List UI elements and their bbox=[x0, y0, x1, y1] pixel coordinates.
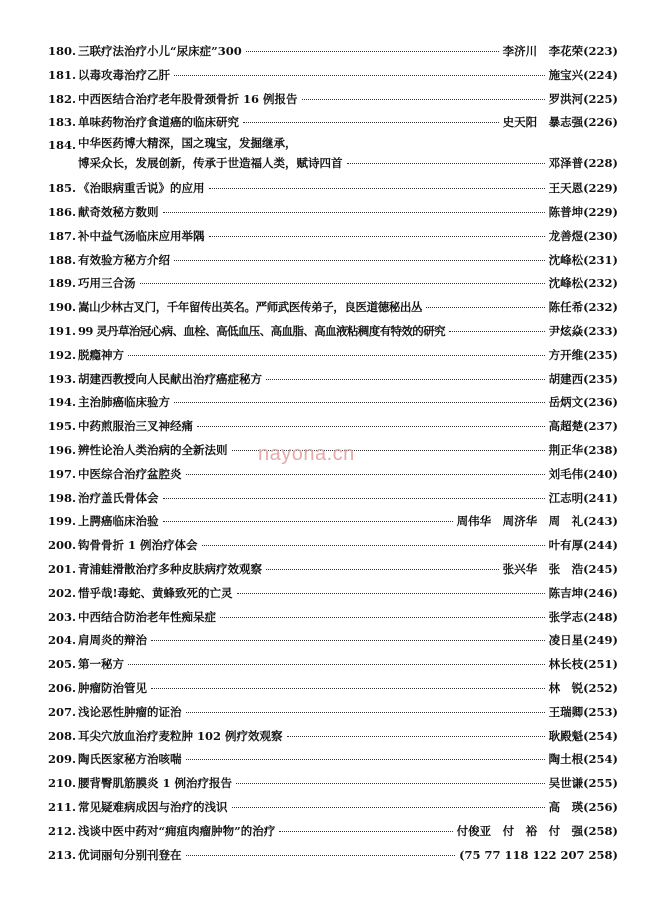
entry-title: 陶氏医家秘方治咳喘 bbox=[78, 752, 182, 767]
dot-leader bbox=[246, 51, 499, 52]
entry-author-page: 林 锐(252) bbox=[548, 680, 618, 695]
toc-entry[interactable] bbox=[48, 844, 618, 868]
entry-author-page: 陈任希(232) bbox=[548, 300, 618, 315]
entry-author-page: 邓泽普(228) bbox=[548, 156, 618, 171]
entry-title: 献奇效秘方数则 bbox=[78, 204, 159, 219]
entry-title: 中药煎服治三叉神经痛 bbox=[78, 419, 193, 434]
entry-author-page: 凌日星(249) bbox=[548, 633, 618, 648]
entry-title: 《治眼病重舌说》的应用 bbox=[78, 181, 205, 196]
entry-title: 辨性论治人类治病的全新法则 bbox=[78, 442, 228, 457]
entry-number: 191. bbox=[48, 323, 77, 338]
entry-number: 202. bbox=[48, 585, 77, 600]
toc-entry[interactable] bbox=[48, 391, 618, 415]
entry-author-page: 王瑞卿(253) bbox=[548, 704, 618, 719]
toc-entry[interactable] bbox=[48, 487, 618, 511]
toc-entry[interactable] bbox=[48, 677, 618, 701]
dot-leader bbox=[140, 283, 545, 284]
entry-author-page: 陈吉坤(246) bbox=[548, 585, 618, 600]
entry-number: 211. bbox=[48, 799, 77, 814]
toc-entry[interactable] bbox=[48, 177, 618, 201]
entry-title: 胡建西教授向人民献出治疗癌症秘方 bbox=[78, 371, 262, 386]
entry-author-page: 胡建西(235) bbox=[548, 371, 618, 386]
entry-number: 204. bbox=[48, 633, 77, 648]
toc-entry[interactable] bbox=[48, 40, 618, 64]
entry-number: 193. bbox=[48, 371, 77, 386]
entry-title: 耳尖穴放血治疗麦粒肿 102 例疗效观察 bbox=[78, 728, 283, 743]
entry-title: 肿瘤防治管见 bbox=[78, 680, 147, 695]
toc-entry[interactable] bbox=[48, 344, 618, 368]
watermark-text: nayona.cn bbox=[258, 443, 355, 465]
entry-number: 198. bbox=[48, 490, 77, 505]
entry-title: 有效验方秘方介绍 bbox=[78, 252, 170, 267]
entry-title-continued: 博采众长，发展创新，传承于世造福人类，赋诗四首 bbox=[78, 156, 343, 171]
dot-leader bbox=[243, 122, 499, 123]
entry-title: 浅论恶性肿瘤的证治 bbox=[78, 704, 182, 719]
toc-entry[interactable] bbox=[48, 629, 618, 653]
entry-number: 190. bbox=[48, 300, 77, 315]
entry-author-page: 沈峰松(232) bbox=[548, 276, 618, 291]
toc-entry[interactable] bbox=[48, 796, 618, 820]
entry-title: 上腭癌临床治验 bbox=[78, 514, 159, 529]
entry-author-page: 刘毛伟(240) bbox=[548, 466, 618, 481]
entry-title: 青浦蛙滑散治疗多种皮肤病疗效观察 bbox=[78, 561, 262, 576]
dot-leader bbox=[186, 474, 545, 475]
entry-author-page: 沈峰松(231) bbox=[548, 252, 618, 267]
entry-title: 中西结合防治老年性痴呆症 bbox=[78, 609, 216, 624]
entry-title: 嵩山少林古叉门，千年留传出英名。严师武医传弟子，良医道德秘出丛 bbox=[78, 300, 423, 315]
dot-leader bbox=[151, 640, 545, 641]
toc-entry[interactable] bbox=[48, 772, 618, 796]
entry-number: 203. bbox=[48, 609, 77, 624]
entry-title: 第一秘方 bbox=[78, 657, 124, 672]
toc-entry[interactable] bbox=[48, 534, 618, 558]
dot-leader bbox=[220, 617, 545, 618]
entry-title-line2 bbox=[78, 153, 618, 173]
dot-leader bbox=[174, 402, 545, 403]
toc-entry[interactable] bbox=[48, 272, 618, 296]
entry-title: 常见疑难病成因与治疗的浅识 bbox=[78, 799, 228, 814]
dot-leader bbox=[449, 331, 545, 332]
dot-leader bbox=[186, 759, 545, 760]
entry-title: 腰背臀肌筋膜炎 1 例治疗报告 bbox=[78, 776, 233, 791]
toc-entry[interactable] bbox=[48, 820, 618, 844]
entry-number: 208. bbox=[48, 728, 77, 743]
entry-number: 197. bbox=[48, 466, 77, 481]
toc-entry[interactable] bbox=[48, 701, 618, 725]
entry-author-page: 付俊亚 付 裕 付 强(258) bbox=[456, 823, 618, 838]
dot-leader bbox=[287, 736, 545, 737]
entry-author-page: 吴世谦(255) bbox=[548, 776, 618, 791]
entry-author-page: 江志明(241) bbox=[548, 490, 618, 505]
dot-leader bbox=[174, 75, 545, 76]
entry-author-page: 龙善煜(230) bbox=[548, 228, 618, 243]
dot-leader bbox=[426, 307, 545, 308]
dot-leader bbox=[128, 355, 545, 356]
dot-leader bbox=[163, 212, 545, 213]
entry-author-page: 张兴华 张 浩(245) bbox=[502, 561, 618, 576]
entry-author-page: 方开维(235) bbox=[548, 347, 618, 362]
dot-leader bbox=[302, 99, 545, 100]
toc-entry[interactable] bbox=[48, 606, 618, 630]
entry-author-page: 高超楚(237) bbox=[548, 419, 618, 434]
entry-title: 优词丽句分别刊登在 bbox=[78, 847, 182, 862]
dot-leader bbox=[232, 807, 545, 808]
entry-number: 180. bbox=[48, 44, 77, 58]
toc-entry[interactable] bbox=[48, 111, 618, 135]
toc-entry[interactable] bbox=[48, 582, 618, 606]
entry-number: 192. bbox=[48, 347, 77, 362]
dot-leader bbox=[186, 855, 456, 856]
entry-title: 浅谈中医中药对“痈疽肉瘤肿物”的治疗 bbox=[78, 823, 276, 838]
entry-title: 99 灵丹草治冠心病、血栓、高低血压、高血脂、高血液粘稠度有特效的研究 bbox=[78, 323, 446, 338]
toc-entry[interactable] bbox=[48, 88, 618, 112]
entry-title: 三联疗法治疗小儿“尿床症”300 bbox=[78, 44, 242, 58]
entry-author-page: 李济川 李花荣(223) bbox=[502, 44, 618, 58]
toc-entry[interactable] bbox=[48, 64, 618, 88]
entry-author-page: 高 瑛(256) bbox=[548, 799, 618, 814]
entry-author-page: 叶有厚(244) bbox=[548, 538, 618, 553]
dot-leader bbox=[266, 569, 499, 570]
entry-title: 主治肺癌临床验方 bbox=[78, 395, 170, 410]
entry-title: 以毒攻毒治疗乙肝 bbox=[78, 67, 170, 82]
dot-leader bbox=[202, 545, 545, 546]
entry-author-page: 岳炳文(236) bbox=[548, 395, 618, 410]
toc-entry[interactable] bbox=[48, 368, 618, 392]
entry-number: 196. bbox=[48, 442, 77, 457]
entry-number: 212. bbox=[48, 823, 77, 838]
dot-leader bbox=[163, 521, 453, 522]
dot-leader bbox=[174, 260, 545, 261]
dot-leader bbox=[197, 426, 545, 427]
entry-number: 201. bbox=[48, 561, 77, 576]
toc-entry[interactable] bbox=[48, 748, 618, 772]
toc-entry[interactable] bbox=[48, 725, 618, 749]
toc-entry[interactable] bbox=[48, 653, 618, 677]
entry-number: 188. bbox=[48, 252, 77, 267]
entry-number: 187. bbox=[48, 228, 77, 243]
entry-number: 194. bbox=[48, 395, 77, 410]
dot-leader bbox=[209, 236, 545, 237]
entry-author-page: 施宝兴(224) bbox=[548, 67, 618, 82]
dot-leader bbox=[266, 379, 545, 380]
dot-leader bbox=[163, 498, 545, 499]
entry-number: 209. bbox=[48, 752, 77, 767]
entry-number: 195. bbox=[48, 419, 77, 434]
entry-title: 单味药物治疗食道癌的临床研究 bbox=[78, 115, 239, 130]
entry-author-page: 陶土根(254) bbox=[548, 752, 618, 767]
dot-leader bbox=[209, 188, 545, 189]
entry-number: 182. bbox=[48, 91, 77, 106]
dot-leader bbox=[128, 664, 545, 665]
entry-author-page: 荆正华(238) bbox=[548, 442, 618, 457]
entry-title: 补中益气汤临床应用举隅 bbox=[78, 228, 205, 243]
entry-number: 205. bbox=[48, 657, 77, 672]
toc-entry[interactable] bbox=[48, 510, 618, 534]
entry-author-page: 罗洪河(225) bbox=[548, 91, 618, 106]
toc-entry[interactable] bbox=[48, 415, 618, 439]
entry-title: 钩骨骨折 1 例治疗体会 bbox=[78, 538, 198, 553]
entry-number: 200. bbox=[48, 538, 77, 553]
entry-title: 治疗盖氏骨体会 bbox=[78, 490, 159, 505]
entry-title: 肩周炎的辩治 bbox=[78, 633, 147, 648]
entry-title: 中华医药博大精深，国之瑰宝，发掘继承， bbox=[78, 136, 297, 151]
toc-entry[interactable] bbox=[48, 296, 618, 320]
entry-title: 中医综合治疗盆腔炎 bbox=[78, 466, 182, 481]
dot-leader bbox=[347, 163, 545, 164]
entry-title: 巧用三合汤 bbox=[78, 276, 136, 291]
entry-number: 189. bbox=[48, 276, 77, 291]
toc-entry[interactable] bbox=[48, 135, 618, 177]
entry-author-page: 王天恩(229) bbox=[548, 181, 618, 196]
dot-leader bbox=[151, 688, 545, 689]
toc-entry[interactable] bbox=[48, 463, 618, 487]
entry-author-page: 张学志(248) bbox=[548, 609, 618, 624]
toc-entry[interactable] bbox=[48, 558, 618, 582]
entry-number: 184. bbox=[48, 138, 77, 153]
entry-number: 210. bbox=[48, 776, 77, 791]
entry-author-page: (75 77 118 122 207 258) bbox=[459, 847, 618, 862]
entry-number: 183. bbox=[48, 115, 77, 130]
toc-entry[interactable] bbox=[48, 320, 618, 344]
dot-leader bbox=[236, 783, 545, 784]
dot-leader bbox=[186, 712, 545, 713]
entry-title: 中西医结合治疗老年股骨颈骨折 16 例报告 bbox=[78, 91, 298, 106]
toc-entry[interactable] bbox=[48, 225, 618, 249]
entry-number: 185. bbox=[48, 181, 77, 196]
entry-title: 惜乎哉!毒蛇、黄蜂致死的亡灵 bbox=[78, 585, 233, 600]
entry-author-page: 陈普坤(229) bbox=[548, 204, 618, 219]
entry-number: 199. bbox=[48, 514, 77, 529]
entry-author-page: 尹炫焱(233) bbox=[548, 323, 618, 338]
toc-entry[interactable] bbox=[48, 201, 618, 225]
entry-number: 186. bbox=[48, 204, 77, 219]
toc-entry[interactable] bbox=[48, 249, 618, 273]
entry-number: 206. bbox=[48, 680, 77, 695]
entry-author-page: 耿殿魁(254) bbox=[548, 728, 618, 743]
dot-leader bbox=[279, 831, 452, 832]
entry-number: 207. bbox=[48, 704, 77, 719]
entry-number: 213. bbox=[48, 847, 77, 862]
entry-author-page: 史天阳 暴志强(226) bbox=[502, 115, 618, 130]
dot-leader bbox=[237, 593, 545, 594]
entry-title: 脱瘾神方 bbox=[78, 347, 124, 362]
entry-author-page: 周伟华 周济华 周 礼(243) bbox=[456, 514, 618, 529]
entry-number: 181. bbox=[48, 67, 77, 82]
entry-title-block bbox=[78, 133, 618, 173]
entry-author-page: 林长枝(251) bbox=[548, 657, 618, 672]
